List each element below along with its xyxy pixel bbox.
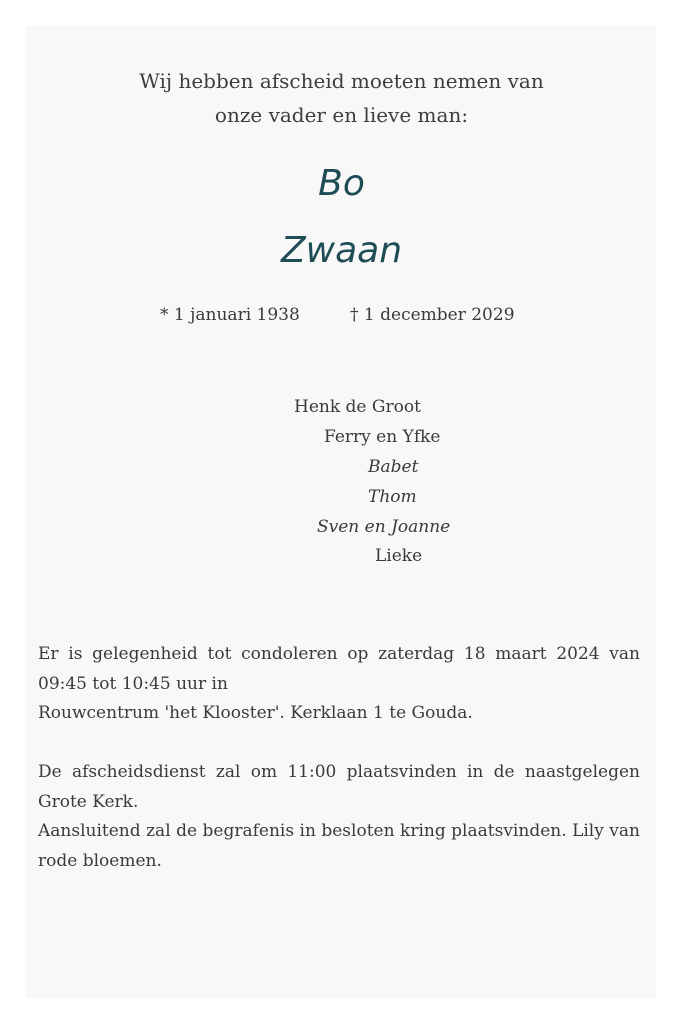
service-line-1: De afscheidsdienst zal om 11:00 plaatsvinden in de naastgelegen Grote Kerk. — [38, 762, 640, 812]
deceased-first-name: Bo — [318, 163, 365, 204]
family-member: Thom — [368, 487, 417, 507]
condolence-line-1: Er is gelegenheid tot condoleren op zaterdag 18 maart 2024 van 09:45 tot 10:45 uur in — [38, 644, 640, 694]
family-member: Henk de Groot — [294, 397, 421, 417]
family-member: Lieke — [375, 546, 423, 566]
birth-date: * 1 januari 1938 — [160, 305, 300, 325]
intro-line-2: onze vader en lieve man: — [214, 103, 469, 127]
intro-line-1: Wij hebben afscheid moeten nemen van — [139, 69, 544, 93]
condolence-line-2: Rouwcentrum 'het Klooster'. Kerklaan 1 te Gouda. — [38, 703, 473, 723]
service-line-2: Aansluitend zal de begrafenis in besloten kring plaatsvinden. Lily van rode bloemen. — [38, 821, 640, 871]
family-member: Ferry en Yfke — [324, 427, 441, 447]
death-date: † 1 december 2029 — [350, 305, 515, 325]
service-paragraph — [38, 758, 640, 876]
family-member: Babet — [368, 457, 419, 477]
family-member: Sven en Joanne — [317, 517, 451, 537]
condolence-paragraph — [38, 640, 640, 729]
deceased-last-name: Zwaan — [280, 230, 403, 271]
